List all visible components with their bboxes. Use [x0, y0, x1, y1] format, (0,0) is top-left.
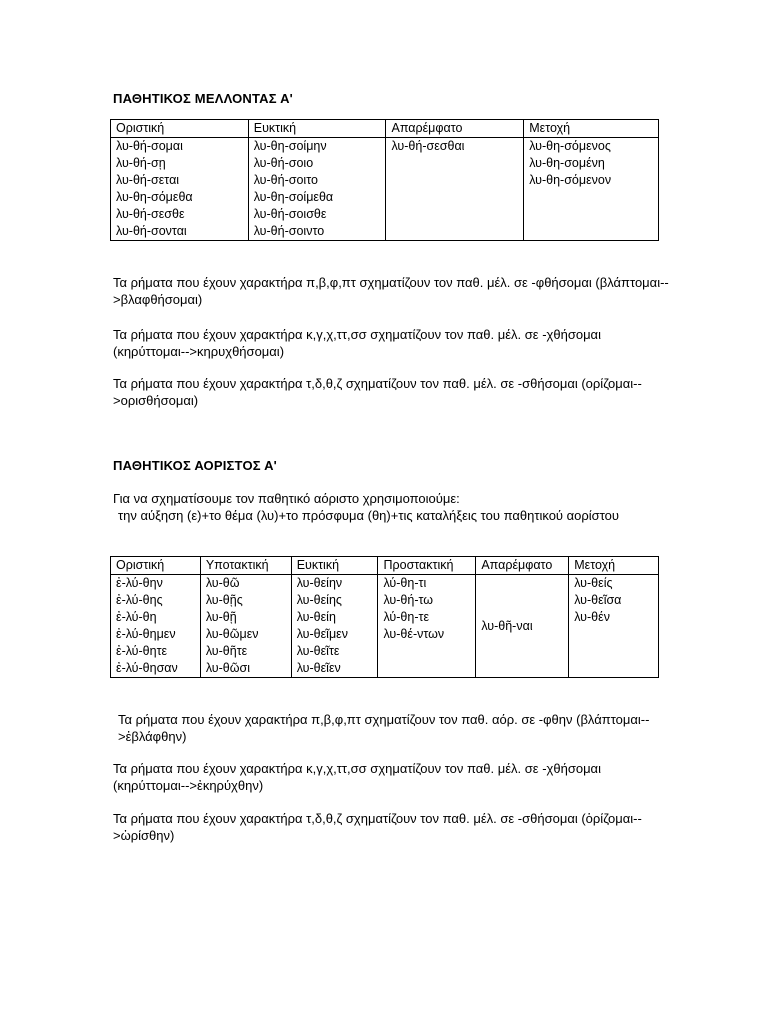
form: λυ-θή-σοιντο — [253, 224, 325, 238]
form: λύ-θη-τι — [383, 576, 427, 590]
form: λυ-θῆ-ναι — [481, 618, 533, 633]
table-header-row — [111, 557, 659, 575]
note-paragraph: Τα ρήματα που έχουν χαρακτήρα κ,γ,χ,ττ,σσ σχηματίζουν τον παθ. μέλ. σε -χθήσομαι (κηρύττομαι-->ἐκηρύχθην) — [113, 761, 601, 793]
header-cell: Ευκτική — [248, 120, 386, 138]
future-passive-table — [110, 119, 659, 241]
section-title-future-passive: ΠΑΘΗΤΙΚΟΣ ΜΕΛΛΟΝΤΑΣ Α' — [113, 91, 293, 106]
header-cell: Ευκτική — [291, 557, 378, 575]
note-paragraph: Τα ρήματα που έχουν χαρακτήρα π,β,φ,πτ σχηματίζουν τον παθ. αόρ. σε -φθην (βλάπτομαι-->ἐβλάφθην) — [118, 712, 650, 744]
form: λυ-θή-σονται — [116, 224, 187, 238]
note-paragraph: Τα ρήματα που έχουν χαρακτήρα τ,δ,θ,ζ σχηματίζουν τον παθ. μέλ. σε -σθήσομαι (ὁρίζομαι-->ὡρίσθην) — [113, 811, 642, 843]
form: λυ-θή-σεται — [116, 173, 180, 187]
form: λυ-θείην — [296, 576, 343, 590]
form: λυ-θεῖσα — [574, 593, 622, 607]
intro-paragraph: Για να σχηματίσουμε τον παθητικό αόριστο χρησιμοποιούμε: — [113, 491, 460, 506]
table-cell-infinitive — [476, 575, 569, 678]
table-cell-subjunctive — [200, 575, 291, 678]
header-cell: Οριστική — [111, 120, 249, 138]
form: ἐ-λύ-θησαν — [116, 661, 178, 675]
form: λυ-θέ-ντων — [383, 627, 445, 641]
form: λυ-θή-σῃ — [116, 156, 166, 170]
table-cell-imperative — [378, 575, 476, 678]
header-cell: Απαρέμφατο — [476, 557, 569, 575]
note-paragraph: Τα ρήματα που έχουν χαρακτήρα κ,γ,χ,ττ,σσ σχηματίζουν τον παθ. μέλ. σε -χθήσομαι (κηρύττομαι-->κηρυχθήσομαι) — [113, 327, 601, 359]
table-cell-infinitive — [386, 138, 524, 241]
form: λυ-θη-σόμεθα — [116, 190, 193, 204]
form: λυ-θή-σοιο — [253, 156, 314, 170]
aorist-passive-table — [110, 556, 659, 678]
table-body-row — [111, 138, 659, 241]
note-paragraph: Τα ρήματα που έχουν χαρακτήρα τ,δ,θ,ζ σχηματίζουν τον παθ. μέλ. σε -σθήσομαι (ορίζομαι-->ορισθήσομαι) — [113, 376, 642, 408]
table-cell-optative — [291, 575, 378, 678]
form: λυ-θη-σοίμεθα — [253, 190, 334, 204]
form: λυ-θη-σόμενον — [529, 173, 612, 187]
form: λυ-θή-σεσθε — [116, 207, 185, 221]
table-cell-participle — [524, 138, 659, 241]
form: ἐ-λύ-θη — [116, 610, 157, 624]
form: λυ-θεῖμεν — [296, 627, 348, 641]
header-cell: Υποτακτική — [200, 557, 291, 575]
header-cell: Μετοχή — [569, 557, 659, 575]
form: λυ-θέν — [574, 610, 610, 624]
header-cell: Απαρέμφατο — [386, 120, 524, 138]
section-title-aorist-passive: ΠΑΘΗΤΙΚΟΣ ΑΟΡΙΣΤΟΣ Α' — [113, 458, 277, 473]
form: λυ-θή-σοισθε — [253, 207, 327, 221]
form: λυ-θείης — [296, 593, 342, 607]
form: λυ-θή-σεσθαι — [391, 139, 465, 153]
form: λυ-θῇς — [205, 593, 243, 607]
table-cell-participle — [569, 575, 659, 678]
form: λυ-θή-σοιτο — [253, 173, 318, 187]
form: ἐ-λύ-θην — [116, 576, 163, 590]
form: λυ-θη-σοίμην — [253, 139, 327, 153]
form: λυ-θῶσι — [205, 661, 250, 675]
header-cell: Οριστική — [111, 557, 201, 575]
form: λυ-θη-σόμενος — [529, 139, 611, 153]
form: λυ-θῇ — [205, 610, 237, 624]
table-cell-indicative — [111, 575, 201, 678]
form: λυ-θῆτε — [205, 644, 248, 658]
header-cell: Προστακτική — [378, 557, 476, 575]
form: λυ-θη-σομένη — [529, 156, 605, 170]
header-cell: Μετοχή — [524, 120, 659, 138]
form: ἐ-λύ-θης — [116, 593, 163, 607]
form: ἐ-λύ-θητε — [116, 644, 168, 658]
form: λυ-θείη — [296, 610, 336, 624]
note-paragraph: Τα ρήματα που έχουν χαρακτήρα π,β,φ,πτ σχηματίζουν τον παθ. μέλ. σε -φθήσομαι (βλάπτομαι-->βλαφθήσομαι) — [113, 275, 669, 307]
table-cell-optative — [248, 138, 386, 241]
form: λυ-θῶμεν — [205, 627, 259, 641]
form: ἐ-λύ-θημεν — [116, 627, 176, 641]
intro-paragraph: την αύξηση (ε)+το θέμα (λυ)+το πρόσφυμα (θη)+τις καταλήξεις του παθητικού αορίστου — [118, 508, 619, 523]
form: λυ-θή-τω — [383, 593, 434, 607]
form: λυ-θῶ — [205, 576, 240, 590]
form: λυ-θή-σομαι — [116, 139, 183, 153]
form: λυ-θείς — [574, 576, 613, 590]
table-header-row — [111, 120, 659, 138]
table-body-row — [111, 575, 659, 678]
table-cell-indicative — [111, 138, 249, 241]
form: λύ-θη-τε — [383, 610, 430, 624]
form: λυ-θεῖτε — [296, 644, 340, 658]
form: λυ-θεῖεν — [296, 661, 341, 675]
